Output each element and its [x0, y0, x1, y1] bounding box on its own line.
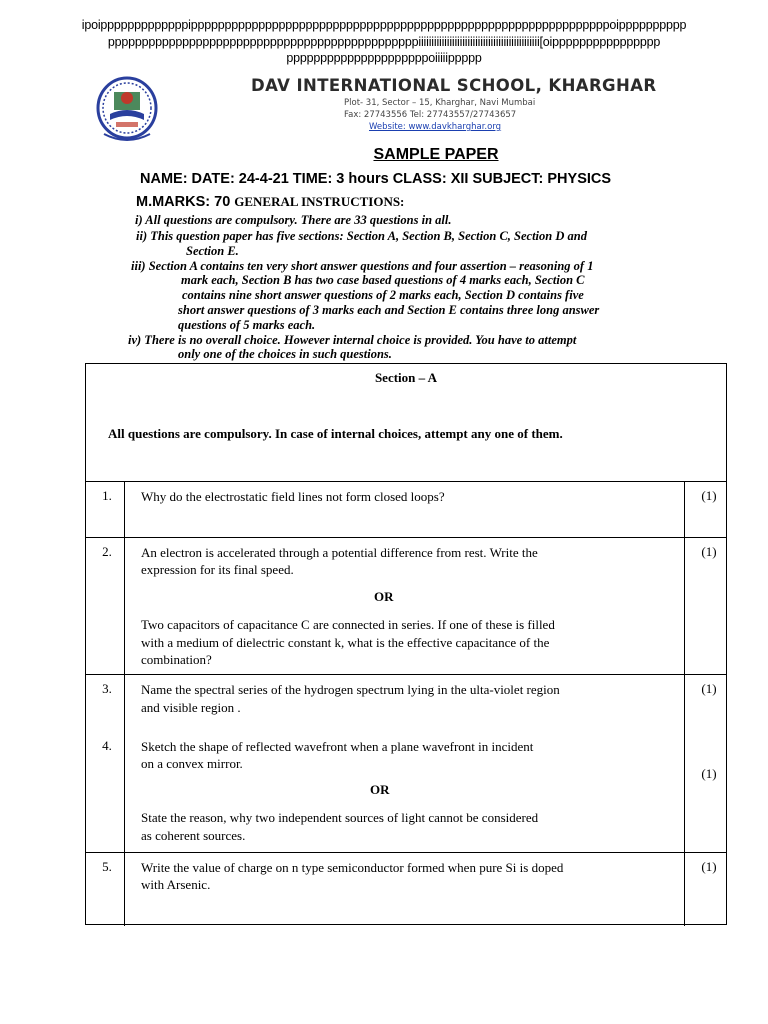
- question-2-alt-text-cont: with a medium of dielectric constant k, what is the effective capacitance of the: [141, 635, 550, 650]
- question-4-text: Sketch the shape of reflected wavefront when a plane wavefront in incident: [141, 739, 534, 754]
- question-2-marks: (1): [701, 544, 717, 559]
- question-5-text-cont: with Arsenic.: [141, 877, 211, 892]
- question-number-5: 5.: [102, 859, 112, 874]
- marks-column-divider: [684, 481, 685, 926]
- paper-title: SAMPLE PAPER: [373, 146, 499, 163]
- general-instructions-label: GENERAL INSTRUCTIONS:: [234, 194, 405, 209]
- question-5-marks: (1): [701, 859, 717, 874]
- row-divider: [86, 537, 726, 538]
- school-logo: [96, 76, 158, 144]
- marks-and-instructions-heading: [136, 193, 404, 211]
- instruction-iv-cont: only one of the choices in such questions.: [178, 347, 392, 361]
- row-divider: [86, 852, 726, 853]
- section-note: All questions are compulsory. In case of internal choices, attempt any one of them.: [108, 426, 563, 441]
- stray-text-line-3: pppppppppppppppppppppoiiiiippppp: [286, 51, 482, 65]
- paper-info-line: NAME: DATE: 24-4-21 TIME: 3 hours CLASS: XII SUBJECT: PHYSICS: [140, 171, 612, 187]
- instruction-i: i) All questions are compulsory. There are 33 questions in all.: [135, 213, 452, 227]
- question-2-text-cont: expression for its final speed.: [141, 562, 294, 577]
- stray-text-line-1: ipoipppppppppppppippppppppppppppppppppppppppppppppppppppppppppppppppppppppppppppoipppppppppp: [81, 18, 687, 32]
- school-website-link[interactable]: Website: www.davkharghar.org: [369, 122, 502, 132]
- stray-text-line-2: ppppppppppppppppppppppppppppppppppppppppppppppiiiiiiiiiiiiiiiiiiiiiiiiiiiiiiiiiiiiiiiiiiiiiii[oipppppppppppppppp: [107, 35, 661, 49]
- question-4-alt-text-cont: as coherent sources.: [141, 828, 246, 843]
- question-3-marks: (1): [701, 681, 717, 696]
- question-2-or: OR: [374, 589, 394, 604]
- row-divider: [86, 674, 726, 675]
- question-3-text: Name the spectral series of the hydrogen spectrum lying in the ulta-violet region: [141, 682, 560, 697]
- question-number-2: 2.: [102, 544, 112, 559]
- question-2-text: An electron is accelerated through a potential difference from rest. Write the: [141, 545, 538, 560]
- question-4-alt-text: State the reason, why two independent sources of light cannot be considered: [141, 810, 539, 825]
- question-1-text: Why do the electrostatic field lines not form closed loops?: [141, 489, 445, 504]
- school-name: DAV INTERNATIONAL SCHOOL, KHARGHAR: [251, 76, 657, 95]
- section-title: Section – A: [374, 370, 438, 385]
- section-header: [86, 364, 726, 482]
- instruction-iii: iii) Section A contains ten very short answer questions and four assertion – reasoning of 1: [131, 259, 594, 273]
- instruction-iii-cont-3: short answer questions of 3 marks each and Section E contains three long answer: [178, 303, 600, 317]
- question-5-text: Write the value of charge on n type semiconductor formed when pure Si is doped: [141, 860, 564, 875]
- school-contact: Fax: 27743556 Tel: 27743557/27743657: [344, 110, 517, 120]
- question-3-text-cont: and visible region .: [141, 700, 241, 715]
- max-marks: M.MARKS: 70: [136, 194, 231, 210]
- instruction-iii-cont-1: mark each, Section B has two case based questions of 4 marks each, Section C: [181, 273, 585, 287]
- question-4-text-cont: on a convex mirror.: [141, 756, 243, 771]
- question-4-or: OR: [370, 782, 390, 797]
- question-4-marks: (1): [701, 766, 717, 781]
- question-number-3: 3.: [102, 681, 112, 696]
- question-number-4: 4.: [102, 738, 112, 753]
- instruction-ii: ii) This question paper has five sections: Section A, Section B, Section C, Section D and: [136, 229, 587, 243]
- question-1-marks: (1): [701, 488, 717, 503]
- instruction-iii-cont-2: contains nine short answer questions of 2 marks each, Section D contains five: [182, 288, 584, 302]
- question-number-1: 1.: [102, 488, 112, 503]
- instruction-iv: iv) There is no overall choice. However internal choice is provided. You have to attempt: [128, 333, 577, 347]
- question-2-alt-text: Two capacitors of capacitance C are connected in series. If one of these is filled: [141, 617, 555, 632]
- question-table: [85, 363, 727, 925]
- instruction-iii-cont-4: questions of 5 marks each.: [178, 318, 316, 332]
- instruction-ii-cont: Section E.: [186, 244, 239, 258]
- question-2-alt-text-cont: combination?: [141, 652, 212, 667]
- school-address: Plot- 31, Sector – 15, Kharghar, Navi Mumbai: [344, 98, 536, 108]
